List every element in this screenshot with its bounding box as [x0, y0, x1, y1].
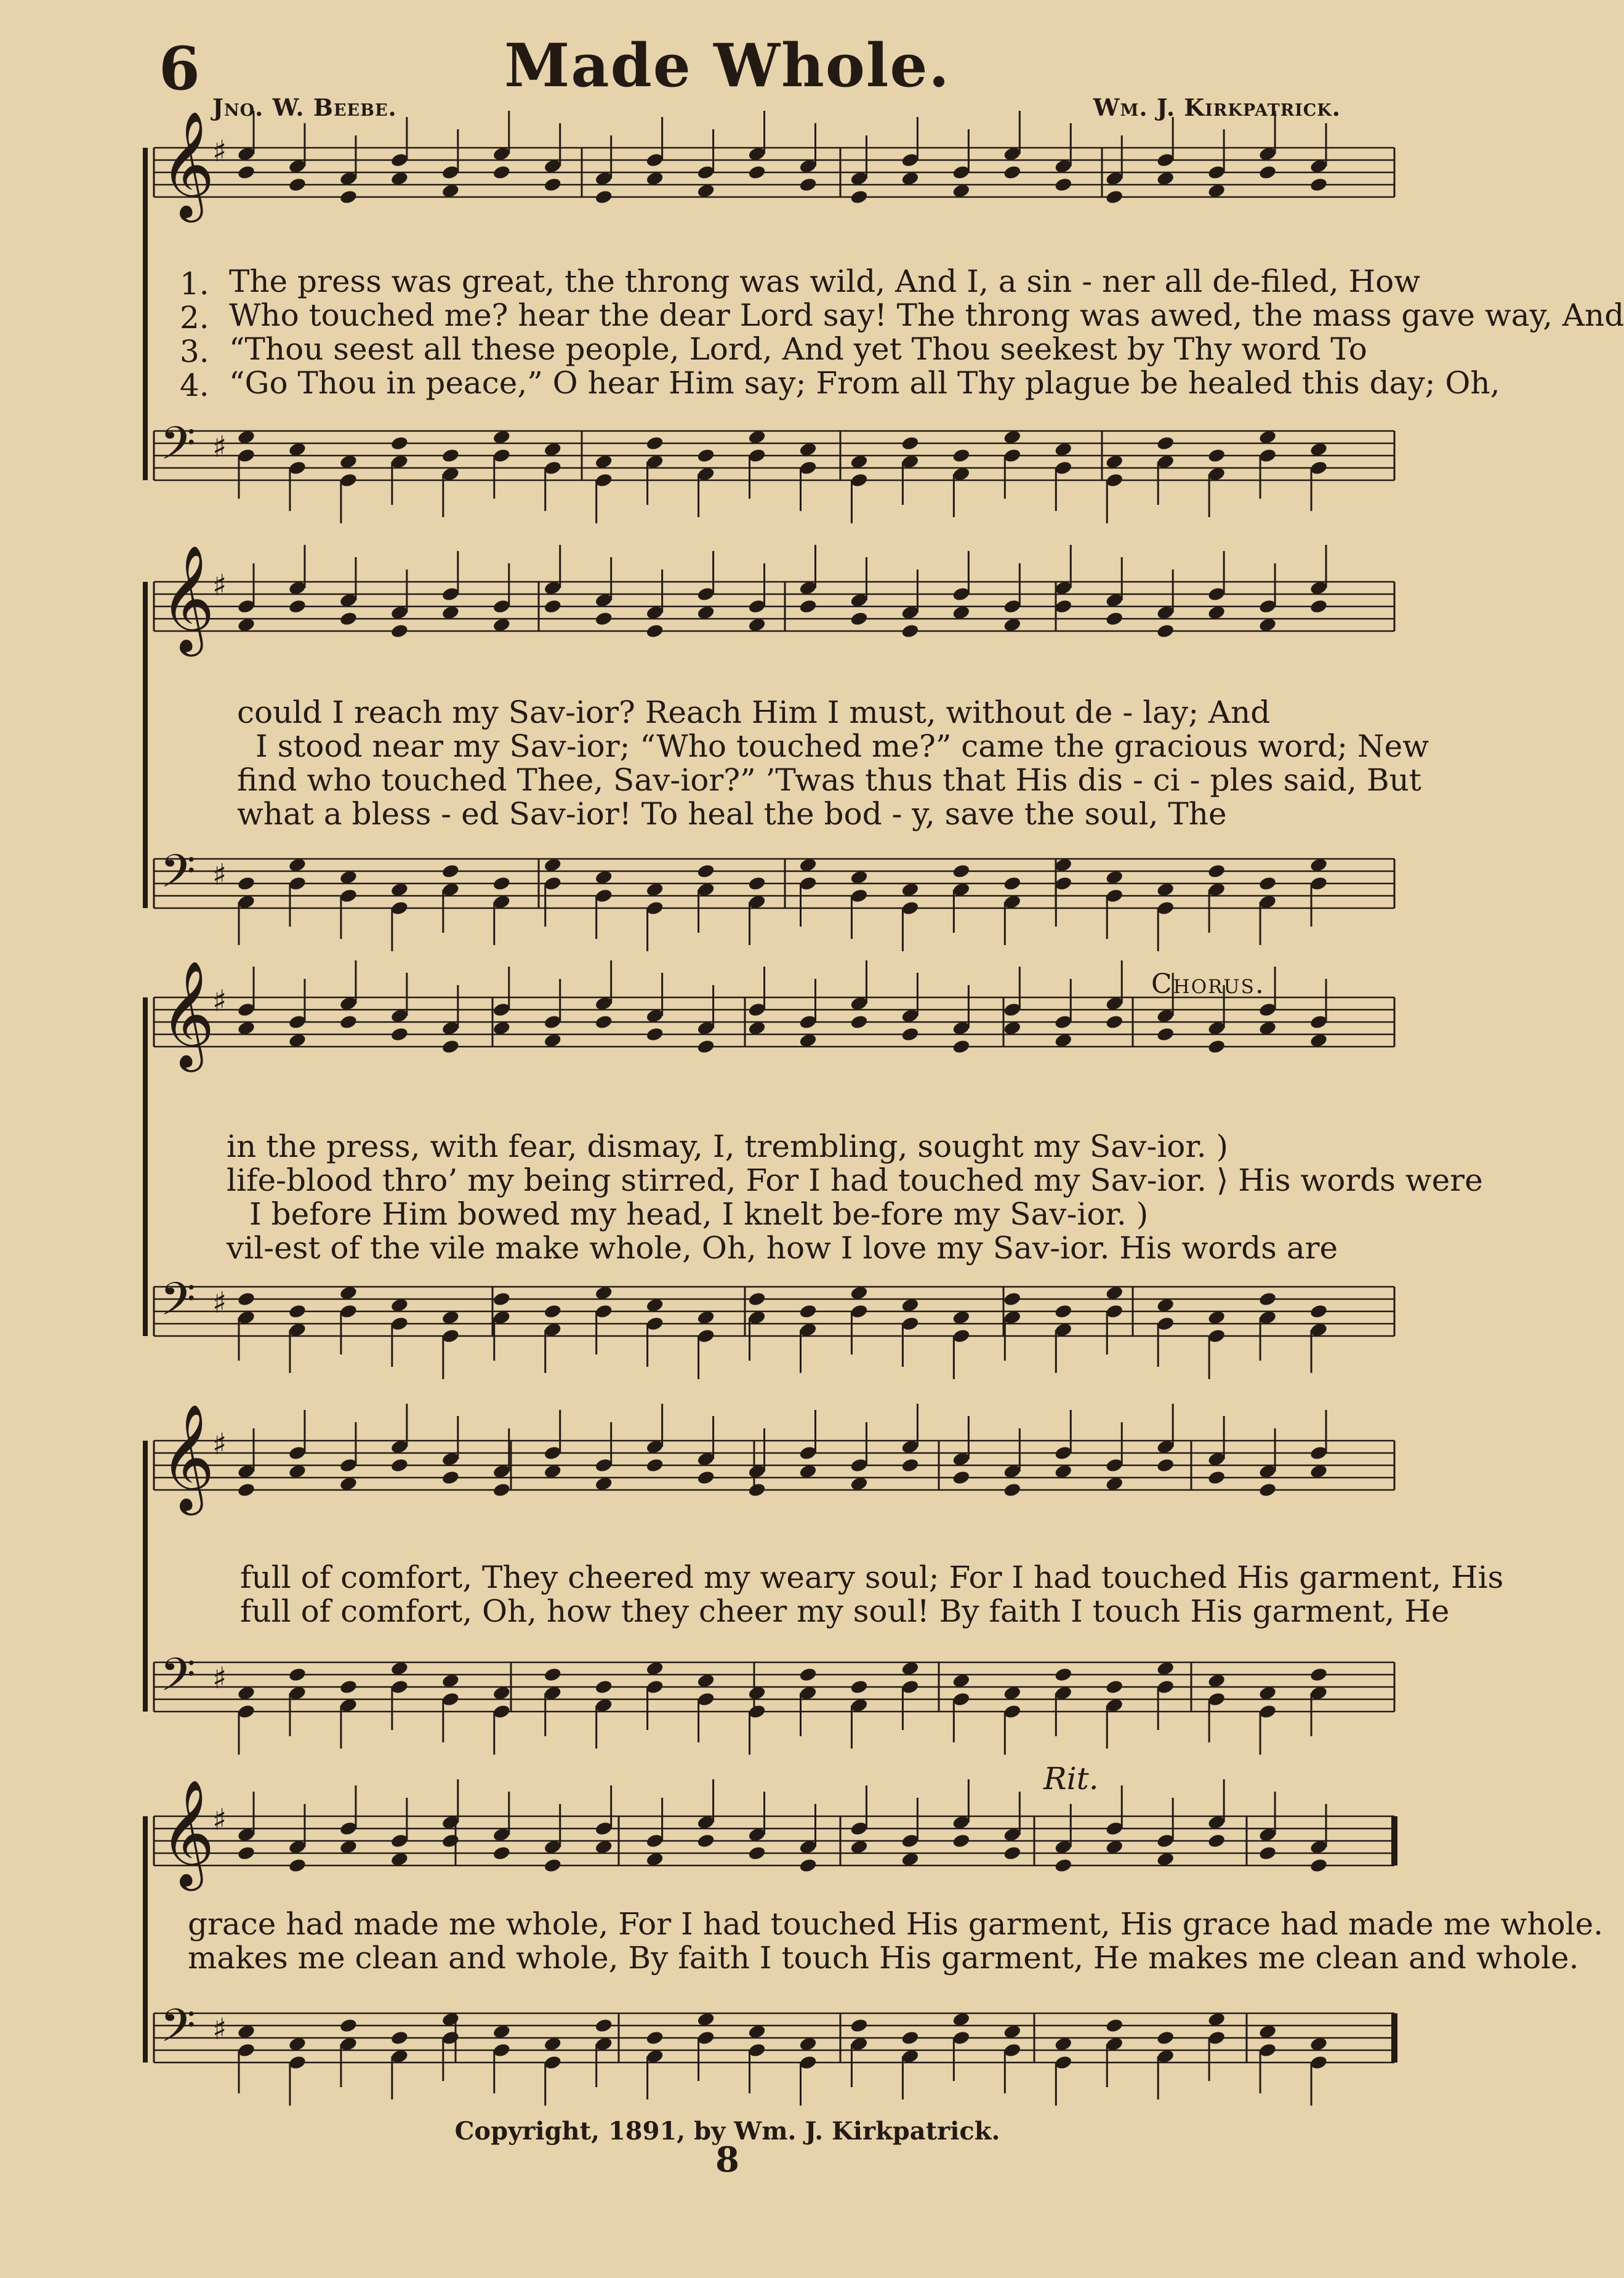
notehead — [1207, 1470, 1226, 1486]
notehead — [339, 611, 358, 627]
sharp-icon: ♯ — [212, 984, 227, 1018]
notehead — [901, 623, 920, 639]
lyric-line: could I reach my Sav-ior? Reach Him I must, without de - lay; And — [237, 694, 1271, 730]
notehead — [543, 1857, 562, 1874]
notehead — [390, 435, 409, 451]
notehead — [594, 189, 613, 205]
notehead — [696, 1833, 715, 1849]
bass-clef-icon: 𝄢 — [160, 1273, 196, 1337]
lyric-line: life-blood thro’ my being stirred, For I had touched my Sav-ior. ⟩ His words were — [227, 1162, 1483, 1198]
notehead — [339, 189, 358, 205]
notehead — [543, 598, 562, 614]
treble-clef-icon: 𝄞 — [160, 545, 215, 652]
notehead — [1003, 1845, 1022, 1861]
notehead — [747, 1291, 766, 1307]
notehead — [1156, 435, 1175, 451]
sharp-icon: ♯ — [212, 568, 227, 603]
lyric-line: find who touched Thee, Sav-ior?” ’Twas thus that His dis - ci - ples said, But — [237, 762, 1421, 798]
notehead — [1054, 1667, 1073, 1683]
notehead — [901, 1026, 920, 1042]
notehead — [952, 1470, 971, 1486]
treble-clef-icon: 𝄞 — [160, 111, 215, 218]
notehead — [645, 1026, 664, 1042]
notehead — [594, 2018, 613, 2034]
notehead — [747, 1845, 766, 1861]
notehead — [901, 2030, 920, 2046]
notehead — [390, 1457, 409, 1473]
notehead — [696, 863, 715, 879]
notehead — [441, 1833, 460, 1849]
lyric-line: full of comfort, Oh, how they cheer my soul! By faith I touch His garment, He — [240, 1593, 1450, 1629]
treble-clef-icon: 𝄞 — [160, 1779, 215, 1886]
sharp-icon: ♯ — [212, 1286, 227, 1320]
hymn-title: Made Whole. — [504, 31, 951, 100]
notehead — [1258, 1482, 1277, 1498]
notehead — [594, 1014, 613, 1030]
notehead — [1003, 164, 1022, 180]
notehead — [288, 1303, 307, 1319]
verse-number: 2. — [180, 300, 209, 336]
notehead — [1309, 1303, 1329, 1319]
notehead — [1309, 598, 1329, 614]
notehead — [492, 1482, 511, 1498]
notehead — [492, 1291, 511, 1307]
verse-number: 4. — [180, 368, 209, 403]
lyric-line: makes me clean and whole, By faith I touch His garment, He makes me clean and whole. — [188, 1940, 1579, 1976]
notehead — [645, 2030, 664, 2046]
notehead — [390, 623, 409, 639]
system-brace — [143, 582, 148, 908]
lyric-line: what a bless - ed Sav-ior! To heal the bod - y, save the soul, The — [237, 796, 1227, 832]
lyricist-credit: Jno. W. Beebe. — [212, 94, 397, 121]
notehead — [1003, 1482, 1022, 1498]
notehead — [288, 1667, 307, 1683]
notehead — [594, 611, 613, 627]
hymn-number: 6 — [159, 34, 200, 103]
notehead — [441, 448, 460, 464]
treble-clef-icon: 𝄞 — [160, 1404, 215, 1511]
notehead — [850, 1014, 869, 1030]
notehead — [339, 1679, 358, 1695]
lyric-line: Who touched me? hear the dear Lord say! The throng was awed, the mass gave way, And — [229, 297, 1624, 333]
notehead — [1054, 177, 1073, 193]
lyric-line: vil-est of the vile make whole, Oh, how I love my Sav-ior. His words are — [227, 1230, 1338, 1266]
copyright-notice: Copyright, 1891, by Wm. J. Kirkpatrick. — [454, 2117, 1000, 2146]
sharp-icon: ♯ — [212, 430, 227, 464]
notehead — [1054, 1857, 1073, 1874]
notehead — [1309, 177, 1329, 193]
notehead — [288, 1857, 307, 1874]
composer-credit: Wm. J. Kirkpatrick. — [1093, 94, 1341, 121]
notehead — [696, 448, 715, 464]
notehead — [952, 448, 971, 464]
ritardando-mark: Rit. — [1043, 1761, 1099, 1797]
system-brace — [143, 148, 148, 480]
sharp-icon: ♯ — [212, 134, 227, 169]
bass-clef-icon: 𝄢 — [160, 845, 196, 909]
notehead — [1105, 1679, 1124, 1695]
lyric-line: in the press, with fear, dismay, I, trembling, sought my Sav-ior. ) — [227, 1129, 1229, 1164]
notehead — [339, 1014, 358, 1030]
system-brace — [143, 1816, 148, 2063]
notehead — [1105, 189, 1124, 205]
notehead — [390, 2030, 409, 2046]
notehead — [237, 1482, 256, 1498]
lyric-line: “Thou seest all these people, Lord, And yet Thou seekest by Thy word To — [229, 331, 1367, 367]
notehead — [1054, 1303, 1073, 1319]
notehead — [901, 1457, 920, 1473]
notehead — [1207, 448, 1226, 464]
system-brace — [143, 997, 148, 1336]
bass-clef-icon: 𝄢 — [160, 417, 196, 481]
treble-clef-icon: 𝄞 — [160, 960, 215, 1068]
notehead — [747, 875, 766, 891]
notehead — [1105, 611, 1124, 627]
notehead — [850, 189, 869, 205]
notehead — [1309, 1857, 1329, 1874]
sharp-icon: ♯ — [212, 1427, 227, 1462]
notehead — [441, 863, 460, 879]
notehead — [798, 177, 818, 193]
notehead — [288, 598, 307, 614]
notehead — [1105, 1014, 1124, 1030]
notehead — [543, 1303, 562, 1319]
notehead — [1258, 1291, 1277, 1307]
notehead — [1309, 1667, 1329, 1683]
notehead — [1054, 598, 1073, 614]
notehead — [1156, 2030, 1175, 2046]
notehead — [1156, 1026, 1175, 1042]
notehead — [1207, 1039, 1226, 1055]
chorus-label: Chorus. — [1151, 968, 1265, 1000]
notehead — [543, 177, 562, 193]
lyric-line: “Go Thou in peace,” O hear Him say; From all Thy plague be healed this day; Oh, — [229, 365, 1500, 401]
notehead — [492, 164, 511, 180]
notehead — [645, 435, 664, 451]
notehead — [288, 177, 307, 193]
notehead — [390, 1026, 409, 1042]
notehead — [1156, 623, 1175, 639]
notehead — [798, 1857, 818, 1874]
sharp-icon: ♯ — [212, 1803, 227, 1837]
lyric-line: I stood near my Sav-ior; “Who touched me?” came the gracious word; New — [255, 728, 1429, 764]
bass-clef-icon: 𝄢 — [160, 1999, 196, 2064]
lyric-line: grace had made me whole, For I had touched His garment, His grace had made me whole. — [188, 1906, 1604, 1942]
system-brace — [143, 1441, 148, 1712]
notehead — [441, 1039, 460, 1055]
notehead — [850, 2018, 869, 2034]
notehead — [492, 1845, 511, 1861]
lyric-line: I before Him bowed my head, I knelt be-fore my Sav-ior. ) — [249, 1196, 1149, 1232]
verse-number: 1. — [180, 266, 209, 302]
notehead — [747, 1482, 766, 1498]
notehead — [850, 1679, 869, 1695]
verse-number: 3. — [180, 334, 209, 369]
notehead — [798, 1667, 818, 1683]
notehead — [237, 1845, 256, 1861]
notehead — [645, 623, 664, 639]
notehead — [1258, 164, 1277, 180]
notehead — [1207, 1833, 1226, 1849]
notehead — [696, 1470, 715, 1486]
notehead — [237, 164, 256, 180]
notehead — [952, 863, 971, 879]
notehead — [850, 611, 869, 627]
bass-clef-icon: 𝄢 — [160, 1648, 196, 1713]
sharp-icon: ♯ — [212, 1661, 227, 1696]
lyric-line: full of comfort, They cheered my weary soul; For I had touched His garment, His — [240, 1560, 1504, 1595]
notehead — [1003, 1291, 1022, 1307]
notehead — [798, 598, 818, 614]
notehead — [798, 1303, 818, 1319]
notehead — [952, 1039, 971, 1055]
lyric-line: The press was great, the throng was wild, And I, a sin - ner all de-filed, How — [229, 264, 1420, 299]
sharp-icon: ♯ — [212, 2012, 227, 2047]
notehead — [1105, 2018, 1124, 2034]
notehead — [952, 1833, 971, 1849]
notehead — [441, 1470, 460, 1486]
notehead — [1156, 1457, 1175, 1473]
notehead — [594, 1679, 613, 1695]
notehead — [237, 1291, 256, 1307]
notehead — [339, 2018, 358, 2034]
notehead — [1258, 875, 1277, 891]
sharp-icon: ♯ — [212, 858, 227, 892]
notehead — [237, 875, 256, 891]
page-number: 8 — [715, 2139, 739, 2180]
notehead — [747, 164, 766, 180]
notehead — [696, 1039, 715, 1055]
notehead — [1258, 1845, 1277, 1861]
notehead — [492, 875, 511, 891]
notehead — [1003, 875, 1022, 891]
notehead — [901, 435, 920, 451]
notehead — [543, 1667, 562, 1683]
notehead — [645, 1457, 664, 1473]
notehead — [1207, 863, 1226, 879]
